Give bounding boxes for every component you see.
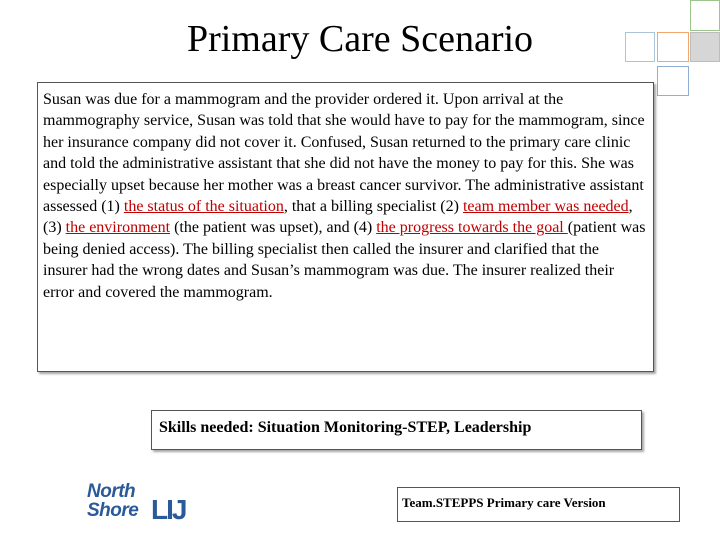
scenario-text: , that a billing specialist (2)	[283, 198, 463, 216]
scenario-text: (the patient was upset), and (4)	[170, 219, 377, 237]
scenario-text: (patient was being denied access). The billing specialist then called the insurer and clarified that the insurer had the wrong dates and Susan’s mammogram was due. The insurer realized their error and covered the mammogram.	[43, 219, 646, 301]
decor-square	[657, 66, 689, 96]
scenario-text: , (3)	[43, 198, 633, 237]
logo-line-shore: Shore	[87, 500, 139, 521]
highlight-progress-towards-goal: the progress towards the goal	[376, 219, 568, 237]
highlight-status-of-situation: the status of the situation	[123, 198, 284, 216]
highlight-environment: the environment	[65, 219, 171, 237]
skills-needed-box: Skills needed: Situation Monitoring-STEP, Leadership	[151, 410, 642, 450]
slide-title: Primary Care Scenario	[186, 18, 534, 60]
north-shore-lij-logo	[87, 482, 202, 530]
logo-line-north: North	[87, 481, 136, 502]
scenario-text-box	[37, 82, 654, 372]
version-label-box: Team.STEPPS Primary care Version	[397, 487, 680, 522]
highlight-team-member-needed: team member was needed	[462, 198, 629, 216]
logo-wordmark	[87, 482, 138, 520]
scenario-text: Susan was due for a mammogram and the provider ordered it. Upon arrival at the mammography service, Susan was told that she would have to pay for the mammogram, since her insurance company did not cover it. Confused, Susan returned to the primary care clinic and told the administrative assistant that she did not have the money to pay for this. She was especially upset because her mother was a breast cancer survivor. The administrative assistant assessed (1)	[43, 91, 645, 216]
logo-lij-mark: LIJ	[151, 494, 186, 525]
